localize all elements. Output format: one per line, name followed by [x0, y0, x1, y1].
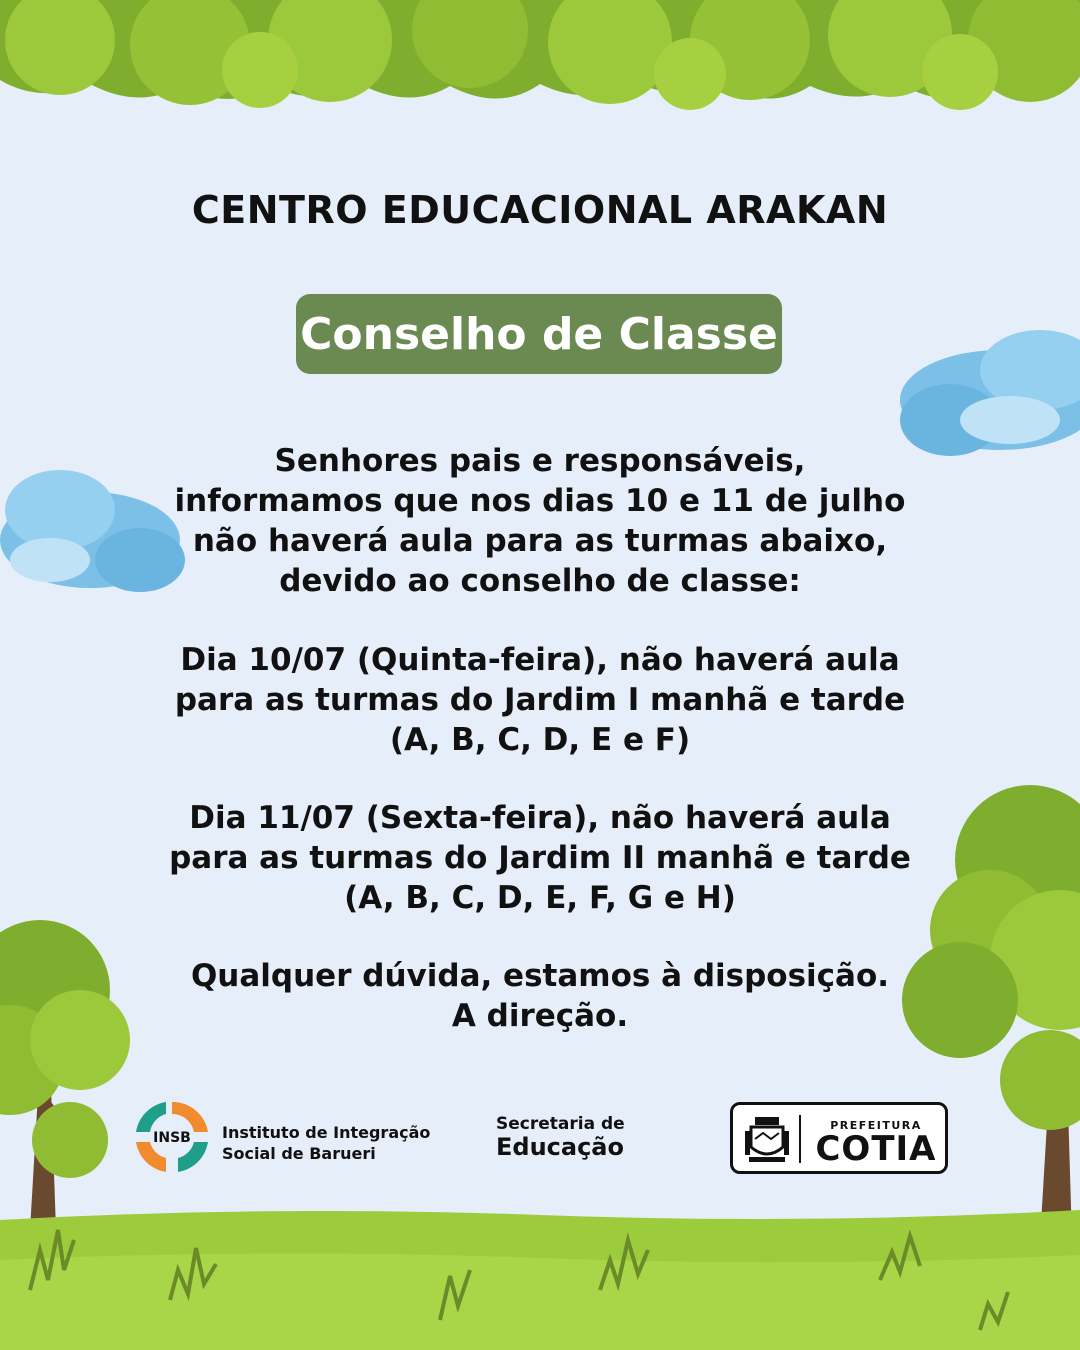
closing-paragraph: [0, 956, 1080, 1036]
secretaria-logo: [496, 1114, 625, 1160]
closing-line: Qualquer dúvida, estamos à disposição.: [190, 958, 890, 994]
insb-acronym: INSB: [153, 1130, 191, 1146]
day1-line: Dia 10/07 (Quinta-feira), não haverá aula: [180, 642, 900, 678]
intro-line: devido ao conselho de classe:: [279, 563, 801, 599]
cotia-crest-icon: [741, 1113, 793, 1165]
day2-line: para as turmas do Jardim II manhã e tarde: [169, 840, 911, 876]
insb-name: [222, 1122, 430, 1164]
intro-line: Senhores pais e responsáveis,: [274, 443, 806, 479]
cotia-prefix: PREFEITURA: [830, 1119, 922, 1132]
signature-line: A direção.: [451, 998, 629, 1034]
intro-line: informamos que nos dias 10 e 11 de julho: [174, 483, 906, 519]
day2-paragraph: [0, 798, 1080, 918]
insb-line: Social de Barueri: [222, 1144, 376, 1163]
day2-line: Dia 11/07 (Sexta-feira), não haverá aula: [189, 800, 891, 836]
insb-line: Instituto de Integração: [222, 1123, 431, 1142]
cotia-name: COTIA: [815, 1129, 937, 1169]
day1-line: para as turmas do Jardim I manhã e tarde: [174, 682, 906, 718]
cotia-logo: [730, 1102, 948, 1174]
conselho-badge: [296, 294, 782, 374]
grass-icon: [0, 1210, 1080, 1350]
secretaria-line: Secretaria de: [496, 1114, 625, 1134]
school-name: CENTRO EDUCACIONAL ARAKAN: [191, 188, 889, 232]
insb-logo-icon: [128, 1098, 216, 1176]
badge-label: Conselho de Classe: [300, 308, 778, 360]
cotia-divider: [799, 1115, 801, 1163]
day1-line: (A, B, C, D, E e F): [389, 722, 691, 758]
intro-paragraph: [0, 441, 1080, 601]
day1-paragraph: [0, 640, 1080, 760]
day2-line: (A, B, C, D, E, F, G e H): [344, 880, 736, 916]
top-foliage: [0, 0, 1080, 110]
secretaria-line: Educação: [496, 1133, 624, 1161]
intro-line: não haverá aula para as turmas abaixo,: [192, 523, 888, 559]
cloud-icon: [900, 330, 1080, 456]
